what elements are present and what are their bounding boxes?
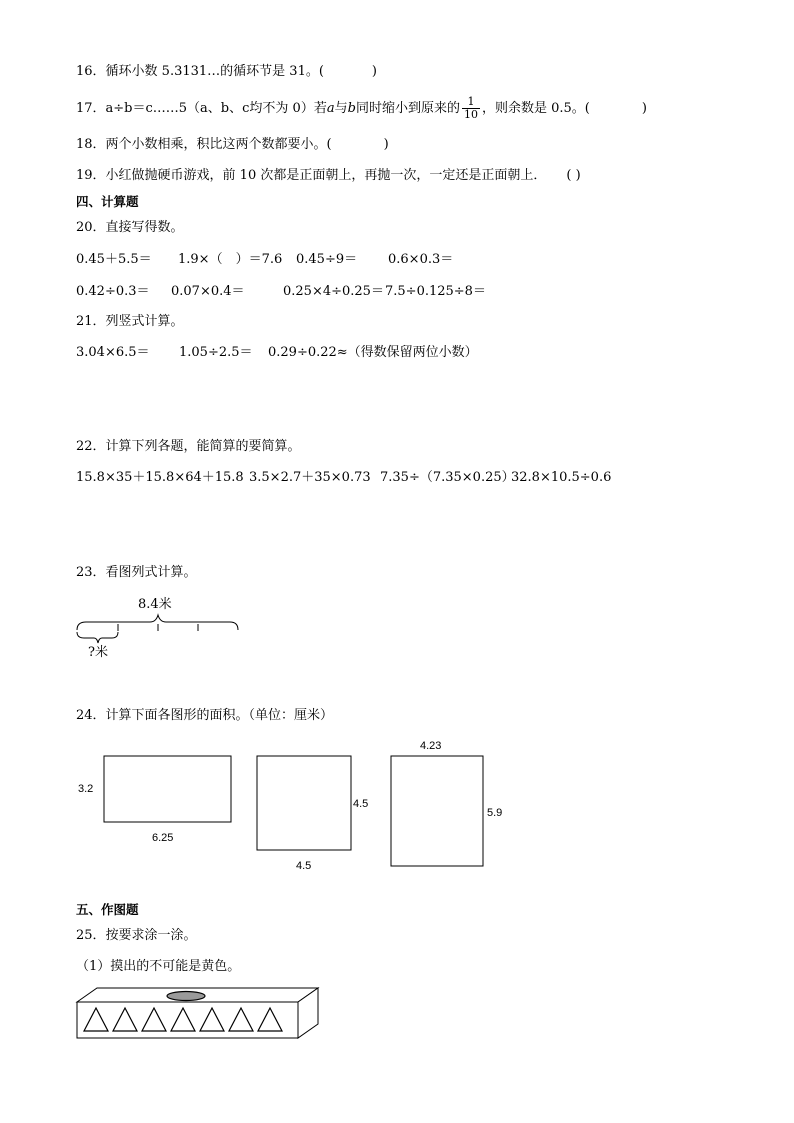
- q17-mid2: 同时缩小到原来的: [355, 101, 460, 116]
- q20-r1-c3: 0.45÷9＝: [296, 252, 358, 267]
- q18-blank-close[interactable]: ): [383, 137, 389, 152]
- q21-item-2: 1.05÷2.5＝: [179, 345, 253, 360]
- section-4-heading: 四、计算题: [76, 194, 139, 209]
- q22-item-4: 32.8×10.5÷0.6: [511, 470, 612, 485]
- q17-frac-den: 10: [463, 108, 478, 121]
- q25-triangle[interactable]: [200, 1008, 224, 1031]
- q23-part-label: ?米: [88, 645, 108, 660]
- q17-blank-close[interactable]: ): [641, 101, 647, 116]
- q23-bottom-brace: [77, 632, 118, 643]
- q24-rect1-height: 3.2: [78, 783, 94, 795]
- q25-triangle[interactable]: [142, 1008, 166, 1031]
- q25-triangle[interactable]: [113, 1008, 137, 1031]
- q17-var-a: a: [326, 101, 335, 116]
- question-17: [76, 96, 647, 121]
- q21-title: 21．列竖式计算。: [76, 314, 184, 329]
- q23-title: 23．看图列式计算。: [76, 565, 197, 580]
- q25-title: 25．按要求涂一涂。: [76, 928, 197, 943]
- q24-rect1-width: 6.25: [152, 832, 174, 844]
- q24-title: 24．计算下面各图形的面积。（单位：厘米）: [76, 708, 334, 723]
- q22-title: 22．计算下列各题，能简算的要简算。: [76, 439, 301, 454]
- question-19: [76, 167, 581, 185]
- q25-triangle[interactable]: [258, 1008, 282, 1031]
- q18-text: 18．两个小数相乘，积比这两个数都要小。(: [76, 137, 332, 152]
- question-16: [76, 63, 377, 81]
- q21-item-3: 0.29÷0.22≈（得数保留两位小数）: [268, 345, 478, 360]
- q20-r1-c1: 0.45＋5.5＝: [76, 252, 152, 267]
- q21-item-1: 3.04×6.5＝: [76, 345, 150, 360]
- q25-box-top: [77, 988, 318, 1002]
- q17-var-b: b: [347, 101, 356, 116]
- q24-rect1: [104, 756, 231, 822]
- q22-item-3: 7.35÷（7.35×0.25）: [380, 470, 515, 485]
- q19-blank[interactable]: ( ): [566, 168, 581, 183]
- q20-r1-c4: 0.6×0.3＝: [388, 252, 454, 267]
- q17-prefix: 17．a÷b＝c……5（a、b、c均不为 0）若: [76, 101, 327, 116]
- q17-suffix: ，则余数是 0.5。(: [481, 101, 590, 116]
- q16-blank-close[interactable]: ): [371, 64, 377, 79]
- q20-r1-c2: 1.9×（ ）＝7.6: [178, 252, 283, 267]
- q24-rect2: [391, 756, 483, 866]
- q25-box-side: [298, 988, 318, 1038]
- q23-total-label: 8.4米: [138, 597, 172, 612]
- q20-r2-c1: 0.42÷0.3＝: [76, 284, 150, 299]
- q17-fraction: [462, 96, 480, 121]
- section-5-heading: 五、作图题: [76, 902, 139, 917]
- q25-triangle[interactable]: [171, 1008, 195, 1031]
- q24-square-bottom: 4.5: [296, 860, 312, 872]
- q25-triangles: [84, 1008, 282, 1031]
- q25-box-front: [77, 1002, 298, 1038]
- q17-frac-num: 1: [462, 96, 480, 109]
- q25-triangle[interactable]: [229, 1008, 253, 1031]
- q20-r2-c2: 0.07×0.4＝: [171, 284, 245, 299]
- q19-text: 19．小红做抛硬币游戏，前 10 次都是正面朝上，再抛一次，一定还是正面朝上．: [76, 168, 547, 183]
- q20-r2-c3: 0.25×4÷0.25＝: [283, 284, 384, 299]
- q24-square: [257, 756, 351, 850]
- q22-item-2: 3.5×2.7＋35×0.73: [249, 470, 371, 485]
- q20-r2-c4: 7.5÷0.125÷8＝: [385, 284, 486, 299]
- q20-title: 20．直接写得数。: [76, 220, 184, 235]
- question-18: [76, 136, 389, 154]
- q16-text: 16．循环小数 5.3131…的循环节是 31。(: [76, 64, 324, 79]
- q24-rect2-side: 5.9: [487, 807, 503, 819]
- q25-sub1: （1）摸出的不可能是黄色。: [76, 959, 241, 974]
- q23-top-brace: [77, 615, 238, 630]
- q25-triangle[interactable]: [84, 1008, 108, 1031]
- q25-hole: [167, 992, 205, 1001]
- q24-rect2-top: 4.23: [420, 740, 442, 752]
- q22-item-1: 15.8×35＋15.8×64＋15.8: [76, 470, 244, 485]
- q24-square-side: 4.5: [353, 798, 369, 810]
- q17-mid1: 与: [334, 101, 348, 116]
